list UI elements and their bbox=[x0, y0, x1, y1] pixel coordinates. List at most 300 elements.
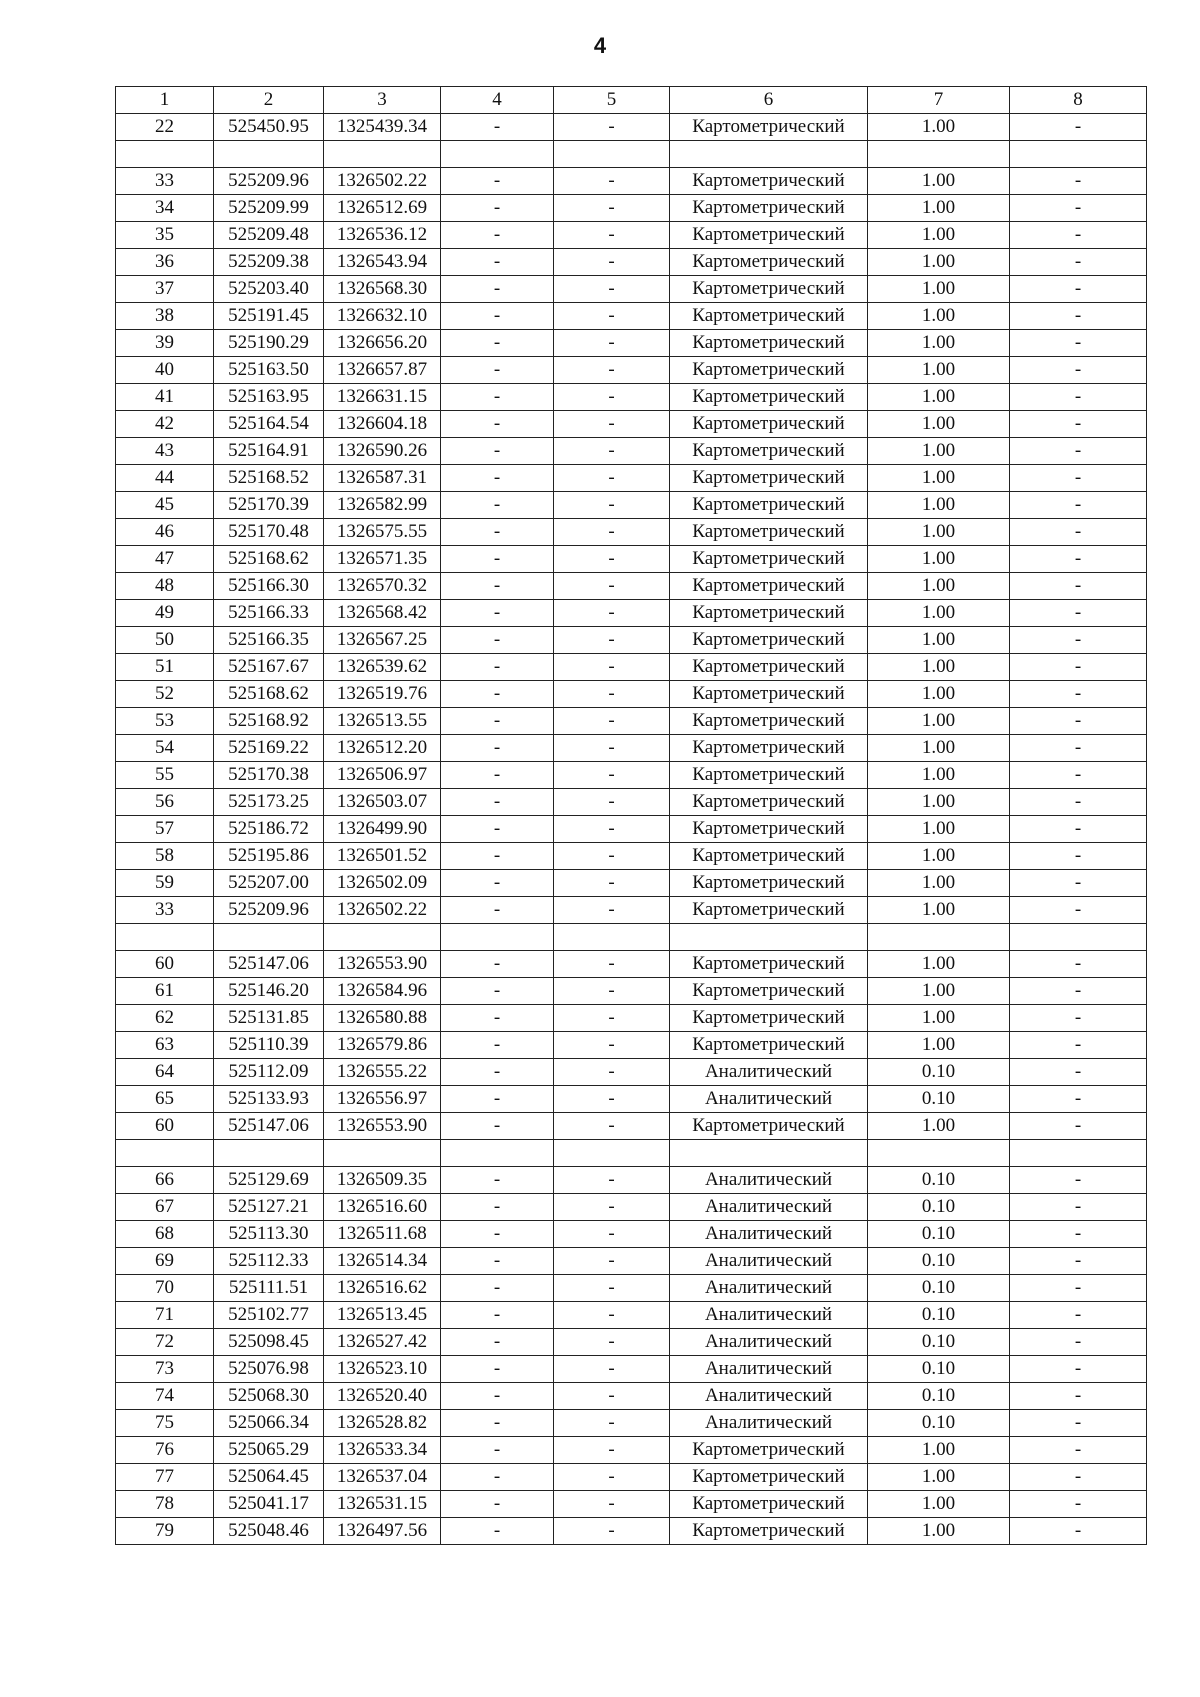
y-coordinate-cell: 1326575.55 bbox=[324, 519, 441, 546]
y-coordinate-cell: 1326537.04 bbox=[324, 1464, 441, 1491]
x-coordinate-cell: 525209.48 bbox=[214, 222, 324, 249]
point-number-cell: 40 bbox=[116, 357, 214, 384]
x-coordinate-cell: 525209.99 bbox=[214, 195, 324, 222]
col-5-cell: - bbox=[554, 1248, 670, 1275]
accuracy-cell: 1.00 bbox=[868, 789, 1010, 816]
y-coordinate-cell: 1326501.52 bbox=[324, 843, 441, 870]
table-row bbox=[116, 1167, 1147, 1194]
accuracy-cell: 0.10 bbox=[868, 1329, 1010, 1356]
table-row bbox=[116, 1410, 1147, 1437]
method-cell: Картометрический bbox=[670, 195, 868, 222]
col-5-cell: - bbox=[554, 1194, 670, 1221]
point-number-cell: 79 bbox=[116, 1518, 214, 1545]
accuracy-cell: 1.00 bbox=[868, 897, 1010, 924]
x-coordinate-cell: 525068.30 bbox=[214, 1383, 324, 1410]
col-5-cell: - bbox=[554, 1410, 670, 1437]
table-row bbox=[116, 1221, 1147, 1248]
method-cell: Картометрический bbox=[670, 897, 868, 924]
col-8-cell: - bbox=[1010, 1356, 1147, 1383]
y-coordinate-cell: 1326631.15 bbox=[324, 384, 441, 411]
point-number-cell: 60 bbox=[116, 1113, 214, 1140]
col-8-cell: - bbox=[1010, 1464, 1147, 1491]
point-number-cell: 71 bbox=[116, 1302, 214, 1329]
method-cell: Картометрический bbox=[670, 870, 868, 897]
y-coordinate-cell: 1326509.35 bbox=[324, 1167, 441, 1194]
point-number-cell: 57 bbox=[116, 816, 214, 843]
col-5-cell: - bbox=[554, 1059, 670, 1086]
col-8-cell: - bbox=[1010, 1032, 1147, 1059]
empty-cell bbox=[214, 141, 324, 168]
y-coordinate-cell: 1326503.07 bbox=[324, 789, 441, 816]
col-4-cell: - bbox=[441, 195, 554, 222]
empty-cell bbox=[868, 141, 1010, 168]
empty-cell bbox=[324, 924, 441, 951]
y-coordinate-cell: 1326512.20 bbox=[324, 735, 441, 762]
point-number-cell: 58 bbox=[116, 843, 214, 870]
point-number-cell: 59 bbox=[116, 870, 214, 897]
table-row bbox=[116, 195, 1147, 222]
method-cell: Картометрический bbox=[670, 303, 868, 330]
col-4-cell: - bbox=[441, 978, 554, 1005]
accuracy-cell: 1.00 bbox=[868, 735, 1010, 762]
empty-cell bbox=[1010, 1140, 1147, 1167]
col-5-cell: - bbox=[554, 600, 670, 627]
point-number-cell: 70 bbox=[116, 1275, 214, 1302]
separator-row bbox=[116, 141, 1147, 168]
point-number-cell: 56 bbox=[116, 789, 214, 816]
x-coordinate-cell: 525065.29 bbox=[214, 1437, 324, 1464]
col-5-cell: - bbox=[554, 1167, 670, 1194]
point-number-cell: 68 bbox=[116, 1221, 214, 1248]
table-row bbox=[116, 843, 1147, 870]
x-coordinate-cell: 525207.00 bbox=[214, 870, 324, 897]
accuracy-cell: 1.00 bbox=[868, 1113, 1010, 1140]
col-4-cell: - bbox=[441, 222, 554, 249]
x-coordinate-cell: 525168.62 bbox=[214, 546, 324, 573]
table-row bbox=[116, 1356, 1147, 1383]
point-number-cell: 69 bbox=[116, 1248, 214, 1275]
col-8-cell: - bbox=[1010, 573, 1147, 600]
col-5-cell: - bbox=[554, 897, 670, 924]
y-coordinate-cell: 1326582.99 bbox=[324, 492, 441, 519]
table-row bbox=[116, 519, 1147, 546]
col-8-cell: - bbox=[1010, 843, 1147, 870]
method-cell: Картометрический bbox=[670, 951, 868, 978]
col-4-cell: - bbox=[441, 1086, 554, 1113]
method-cell: Картометрический bbox=[670, 492, 868, 519]
col-4-cell: - bbox=[441, 411, 554, 438]
point-number-cell: 36 bbox=[116, 249, 214, 276]
table-row bbox=[116, 1329, 1147, 1356]
method-cell: Картометрический bbox=[670, 1005, 868, 1032]
method-cell: Картометрический bbox=[670, 168, 868, 195]
table-row bbox=[116, 573, 1147, 600]
col-5-cell: - bbox=[554, 303, 670, 330]
y-coordinate-cell: 1325439.34 bbox=[324, 114, 441, 141]
col-8-cell: - bbox=[1010, 276, 1147, 303]
accuracy-cell: 0.10 bbox=[868, 1221, 1010, 1248]
method-cell: Картометрический bbox=[670, 1491, 868, 1518]
accuracy-cell: 1.00 bbox=[868, 546, 1010, 573]
table-row bbox=[116, 870, 1147, 897]
accuracy-cell: 1.00 bbox=[868, 951, 1010, 978]
accuracy-cell: 1.00 bbox=[868, 276, 1010, 303]
col-5-cell: - bbox=[554, 978, 670, 1005]
y-coordinate-cell: 1326656.20 bbox=[324, 330, 441, 357]
col-4-cell: - bbox=[441, 1329, 554, 1356]
point-number-cell: 61 bbox=[116, 978, 214, 1005]
column-header-8: 8 bbox=[1010, 87, 1147, 114]
x-coordinate-cell: 525191.45 bbox=[214, 303, 324, 330]
col-5-cell: - bbox=[554, 222, 670, 249]
col-4-cell: - bbox=[441, 708, 554, 735]
point-number-cell: 60 bbox=[116, 951, 214, 978]
y-coordinate-cell: 1326514.34 bbox=[324, 1248, 441, 1275]
table-row bbox=[116, 708, 1147, 735]
accuracy-cell: 0.10 bbox=[868, 1194, 1010, 1221]
y-coordinate-cell: 1326512.69 bbox=[324, 195, 441, 222]
point-number-cell: 77 bbox=[116, 1464, 214, 1491]
method-cell: Картометрический bbox=[670, 681, 868, 708]
point-number-cell: 39 bbox=[116, 330, 214, 357]
x-coordinate-cell: 525098.45 bbox=[214, 1329, 324, 1356]
col-4-cell: - bbox=[441, 1275, 554, 1302]
y-coordinate-cell: 1326528.82 bbox=[324, 1410, 441, 1437]
empty-cell bbox=[554, 141, 670, 168]
col-8-cell: - bbox=[1010, 735, 1147, 762]
empty-cell bbox=[1010, 924, 1147, 951]
point-number-cell: 34 bbox=[116, 195, 214, 222]
table-row bbox=[116, 1275, 1147, 1302]
empty-cell bbox=[670, 141, 868, 168]
table-row bbox=[116, 357, 1147, 384]
x-coordinate-cell: 525133.93 bbox=[214, 1086, 324, 1113]
accuracy-cell: 1.00 bbox=[868, 222, 1010, 249]
x-coordinate-cell: 525170.38 bbox=[214, 762, 324, 789]
method-cell: Картометрический bbox=[670, 654, 868, 681]
col-8-cell: - bbox=[1010, 789, 1147, 816]
page-number: 4 bbox=[593, 33, 607, 58]
col-8-cell: - bbox=[1010, 222, 1147, 249]
point-number-cell: 53 bbox=[116, 708, 214, 735]
col-4-cell: - bbox=[441, 1005, 554, 1032]
table-row bbox=[116, 168, 1147, 195]
y-coordinate-cell: 1326502.09 bbox=[324, 870, 441, 897]
x-coordinate-cell: 525186.72 bbox=[214, 816, 324, 843]
table-row bbox=[116, 1059, 1147, 1086]
col-5-cell: - bbox=[554, 114, 670, 141]
x-coordinate-cell: 525129.69 bbox=[214, 1167, 324, 1194]
col-4-cell: - bbox=[441, 1248, 554, 1275]
y-coordinate-cell: 1326539.62 bbox=[324, 654, 441, 681]
y-coordinate-cell: 1326499.90 bbox=[324, 816, 441, 843]
method-cell: Картометрический bbox=[670, 627, 868, 654]
col-4-cell: - bbox=[441, 384, 554, 411]
table-row bbox=[116, 789, 1147, 816]
accuracy-cell: 1.00 bbox=[868, 762, 1010, 789]
x-coordinate-cell: 525131.85 bbox=[214, 1005, 324, 1032]
method-cell: Аналитический bbox=[670, 1383, 868, 1410]
y-coordinate-cell: 1326571.35 bbox=[324, 546, 441, 573]
y-coordinate-cell: 1326570.32 bbox=[324, 573, 441, 600]
col-8-cell: - bbox=[1010, 1491, 1147, 1518]
col-8-cell: - bbox=[1010, 465, 1147, 492]
col-8-cell: - bbox=[1010, 1113, 1147, 1140]
y-coordinate-cell: 1326513.55 bbox=[324, 708, 441, 735]
point-number-cell: 55 bbox=[116, 762, 214, 789]
col-4-cell: - bbox=[441, 1410, 554, 1437]
x-coordinate-cell: 525167.67 bbox=[214, 654, 324, 681]
col-8-cell: - bbox=[1010, 492, 1147, 519]
col-5-cell: - bbox=[554, 195, 670, 222]
y-coordinate-cell: 1326527.42 bbox=[324, 1329, 441, 1356]
table-row bbox=[116, 303, 1147, 330]
point-number-cell: 33 bbox=[116, 897, 214, 924]
col-5-cell: - bbox=[554, 1437, 670, 1464]
table-header-row bbox=[116, 87, 1147, 114]
y-coordinate-cell: 1326590.26 bbox=[324, 438, 441, 465]
col-8-cell: - bbox=[1010, 357, 1147, 384]
x-coordinate-cell: 525163.50 bbox=[214, 357, 324, 384]
col-4-cell: - bbox=[441, 600, 554, 627]
method-cell: Картометрический bbox=[670, 465, 868, 492]
empty-cell bbox=[868, 924, 1010, 951]
col-4-cell: - bbox=[441, 303, 554, 330]
point-number-cell: 64 bbox=[116, 1059, 214, 1086]
col-5-cell: - bbox=[554, 1221, 670, 1248]
accuracy-cell: 0.10 bbox=[868, 1059, 1010, 1086]
method-cell: Аналитический bbox=[670, 1221, 868, 1248]
method-cell: Картометрический bbox=[670, 735, 868, 762]
y-coordinate-cell: 1326536.12 bbox=[324, 222, 441, 249]
col-4-cell: - bbox=[441, 438, 554, 465]
col-4-cell: - bbox=[441, 897, 554, 924]
table-row bbox=[116, 384, 1147, 411]
col-4-cell: - bbox=[441, 546, 554, 573]
col-4-cell: - bbox=[441, 789, 554, 816]
col-5-cell: - bbox=[554, 1491, 670, 1518]
col-4-cell: - bbox=[441, 519, 554, 546]
x-coordinate-cell: 525168.52 bbox=[214, 465, 324, 492]
y-coordinate-cell: 1326587.31 bbox=[324, 465, 441, 492]
point-number-cell: 63 bbox=[116, 1032, 214, 1059]
x-coordinate-cell: 525163.95 bbox=[214, 384, 324, 411]
table-row bbox=[116, 1032, 1147, 1059]
point-number-cell: 54 bbox=[116, 735, 214, 762]
table-row bbox=[116, 600, 1147, 627]
method-cell: Аналитический bbox=[670, 1356, 868, 1383]
y-coordinate-cell: 1326632.10 bbox=[324, 303, 441, 330]
col-5-cell: - bbox=[554, 681, 670, 708]
table-row bbox=[116, 1113, 1147, 1140]
empty-cell bbox=[116, 1140, 214, 1167]
empty-cell bbox=[116, 924, 214, 951]
table-row bbox=[116, 546, 1147, 573]
point-number-cell: 72 bbox=[116, 1329, 214, 1356]
col-8-cell: - bbox=[1010, 1302, 1147, 1329]
method-cell: Картометрический bbox=[670, 1113, 868, 1140]
accuracy-cell: 1.00 bbox=[868, 114, 1010, 141]
col-5-cell: - bbox=[554, 627, 670, 654]
col-8-cell: - bbox=[1010, 870, 1147, 897]
x-coordinate-cell: 525169.22 bbox=[214, 735, 324, 762]
col-4-cell: - bbox=[441, 843, 554, 870]
accuracy-cell: 1.00 bbox=[868, 1032, 1010, 1059]
col-5-cell: - bbox=[554, 1032, 670, 1059]
table-row bbox=[116, 465, 1147, 492]
col-5-cell: - bbox=[554, 357, 670, 384]
table-row bbox=[116, 1437, 1147, 1464]
point-number-cell: 52 bbox=[116, 681, 214, 708]
x-coordinate-cell: 525112.33 bbox=[214, 1248, 324, 1275]
x-coordinate-cell: 525170.48 bbox=[214, 519, 324, 546]
y-coordinate-cell: 1326657.87 bbox=[324, 357, 441, 384]
empty-cell bbox=[670, 924, 868, 951]
method-cell: Картометрический bbox=[670, 249, 868, 276]
accuracy-cell: 1.00 bbox=[868, 600, 1010, 627]
col-4-cell: - bbox=[441, 951, 554, 978]
col-4-cell: - bbox=[441, 114, 554, 141]
table-row bbox=[116, 438, 1147, 465]
table-row bbox=[116, 249, 1147, 276]
col-5-cell: - bbox=[554, 249, 670, 276]
col-4-cell: - bbox=[441, 1518, 554, 1545]
method-cell: Картометрический bbox=[670, 843, 868, 870]
x-coordinate-cell: 525164.91 bbox=[214, 438, 324, 465]
col-5-cell: - bbox=[554, 411, 670, 438]
table-row bbox=[116, 1464, 1147, 1491]
col-5-cell: - bbox=[554, 816, 670, 843]
col-5-cell: - bbox=[554, 870, 670, 897]
accuracy-cell: 0.10 bbox=[868, 1302, 1010, 1329]
method-cell: Аналитический bbox=[670, 1059, 868, 1086]
y-coordinate-cell: 1326520.40 bbox=[324, 1383, 441, 1410]
table-row bbox=[116, 1302, 1147, 1329]
col-5-cell: - bbox=[554, 1302, 670, 1329]
accuracy-cell: 0.10 bbox=[868, 1248, 1010, 1275]
col-8-cell: - bbox=[1010, 1221, 1147, 1248]
method-cell: Аналитический bbox=[670, 1275, 868, 1302]
method-cell: Аналитический bbox=[670, 1410, 868, 1437]
accuracy-cell: 1.00 bbox=[868, 627, 1010, 654]
empty-cell bbox=[670, 1140, 868, 1167]
table-body bbox=[116, 87, 1147, 1545]
col-8-cell: - bbox=[1010, 168, 1147, 195]
col-5-cell: - bbox=[554, 1329, 670, 1356]
x-coordinate-cell: 525112.09 bbox=[214, 1059, 324, 1086]
point-number-cell: 44 bbox=[116, 465, 214, 492]
y-coordinate-cell: 1326555.22 bbox=[324, 1059, 441, 1086]
point-number-cell: 42 bbox=[116, 411, 214, 438]
col-8-cell: - bbox=[1010, 438, 1147, 465]
col-4-cell: - bbox=[441, 627, 554, 654]
point-number-cell: 75 bbox=[116, 1410, 214, 1437]
accuracy-cell: 1.00 bbox=[868, 195, 1010, 222]
accuracy-cell: 1.00 bbox=[868, 843, 1010, 870]
col-4-cell: - bbox=[441, 1491, 554, 1518]
col-4-cell: - bbox=[441, 816, 554, 843]
accuracy-cell: 1.00 bbox=[868, 1491, 1010, 1518]
method-cell: Картометрический bbox=[670, 546, 868, 573]
col-4-cell: - bbox=[441, 465, 554, 492]
col-8-cell: - bbox=[1010, 1518, 1147, 1545]
col-8-cell: - bbox=[1010, 1275, 1147, 1302]
col-4-cell: - bbox=[441, 1113, 554, 1140]
accuracy-cell: 1.00 bbox=[868, 303, 1010, 330]
col-4-cell: - bbox=[441, 654, 554, 681]
method-cell: Картометрический bbox=[670, 411, 868, 438]
column-header-7: 7 bbox=[868, 87, 1010, 114]
point-number-cell: 35 bbox=[116, 222, 214, 249]
point-number-cell: 66 bbox=[116, 1167, 214, 1194]
col-8-cell: - bbox=[1010, 654, 1147, 681]
method-cell: Картометрический bbox=[670, 519, 868, 546]
col-5-cell: - bbox=[554, 789, 670, 816]
col-5-cell: - bbox=[554, 1464, 670, 1491]
table-row bbox=[116, 1383, 1147, 1410]
col-8-cell: - bbox=[1010, 195, 1147, 222]
empty-cell bbox=[324, 141, 441, 168]
col-8-cell: - bbox=[1010, 978, 1147, 1005]
accuracy-cell: 1.00 bbox=[868, 519, 1010, 546]
col-4-cell: - bbox=[441, 1356, 554, 1383]
empty-cell bbox=[116, 141, 214, 168]
accuracy-cell: 0.10 bbox=[868, 1167, 1010, 1194]
x-coordinate-cell: 525190.29 bbox=[214, 330, 324, 357]
point-number-cell: 65 bbox=[116, 1086, 214, 1113]
coordinates-table bbox=[115, 86, 1147, 1545]
method-cell: Картометрический bbox=[670, 978, 868, 1005]
y-coordinate-cell: 1326506.97 bbox=[324, 762, 441, 789]
empty-cell bbox=[214, 924, 324, 951]
table-row bbox=[116, 1086, 1147, 1113]
column-header-5: 5 bbox=[554, 87, 670, 114]
y-coordinate-cell: 1326502.22 bbox=[324, 168, 441, 195]
table-row bbox=[116, 1194, 1147, 1221]
accuracy-cell: 1.00 bbox=[868, 870, 1010, 897]
point-number-cell: 78 bbox=[116, 1491, 214, 1518]
x-coordinate-cell: 525064.45 bbox=[214, 1464, 324, 1491]
method-cell: Картометрический bbox=[670, 438, 868, 465]
x-coordinate-cell: 525164.54 bbox=[214, 411, 324, 438]
table-row bbox=[116, 1491, 1147, 1518]
accuracy-cell: 1.00 bbox=[868, 708, 1010, 735]
accuracy-cell: 1.00 bbox=[868, 1437, 1010, 1464]
method-cell: Картометрический bbox=[670, 114, 868, 141]
point-number-cell: 22 bbox=[116, 114, 214, 141]
y-coordinate-cell: 1326543.94 bbox=[324, 249, 441, 276]
point-number-cell: 62 bbox=[116, 1005, 214, 1032]
accuracy-cell: 1.00 bbox=[868, 573, 1010, 600]
col-8-cell: - bbox=[1010, 816, 1147, 843]
table-row bbox=[116, 330, 1147, 357]
x-coordinate-cell: 525166.35 bbox=[214, 627, 324, 654]
col-8-cell: - bbox=[1010, 600, 1147, 627]
column-header-2: 2 bbox=[214, 87, 324, 114]
col-8-cell: - bbox=[1010, 1437, 1147, 1464]
x-coordinate-cell: 525195.86 bbox=[214, 843, 324, 870]
table-row bbox=[116, 654, 1147, 681]
col-8-cell: - bbox=[1010, 1248, 1147, 1275]
col-4-cell: - bbox=[441, 870, 554, 897]
table-row bbox=[116, 735, 1147, 762]
x-coordinate-cell: 525147.06 bbox=[214, 951, 324, 978]
accuracy-cell: 0.10 bbox=[868, 1086, 1010, 1113]
method-cell: Картометрический bbox=[670, 708, 868, 735]
col-8-cell: - bbox=[1010, 411, 1147, 438]
accuracy-cell: 0.10 bbox=[868, 1410, 1010, 1437]
table-row bbox=[116, 1248, 1147, 1275]
